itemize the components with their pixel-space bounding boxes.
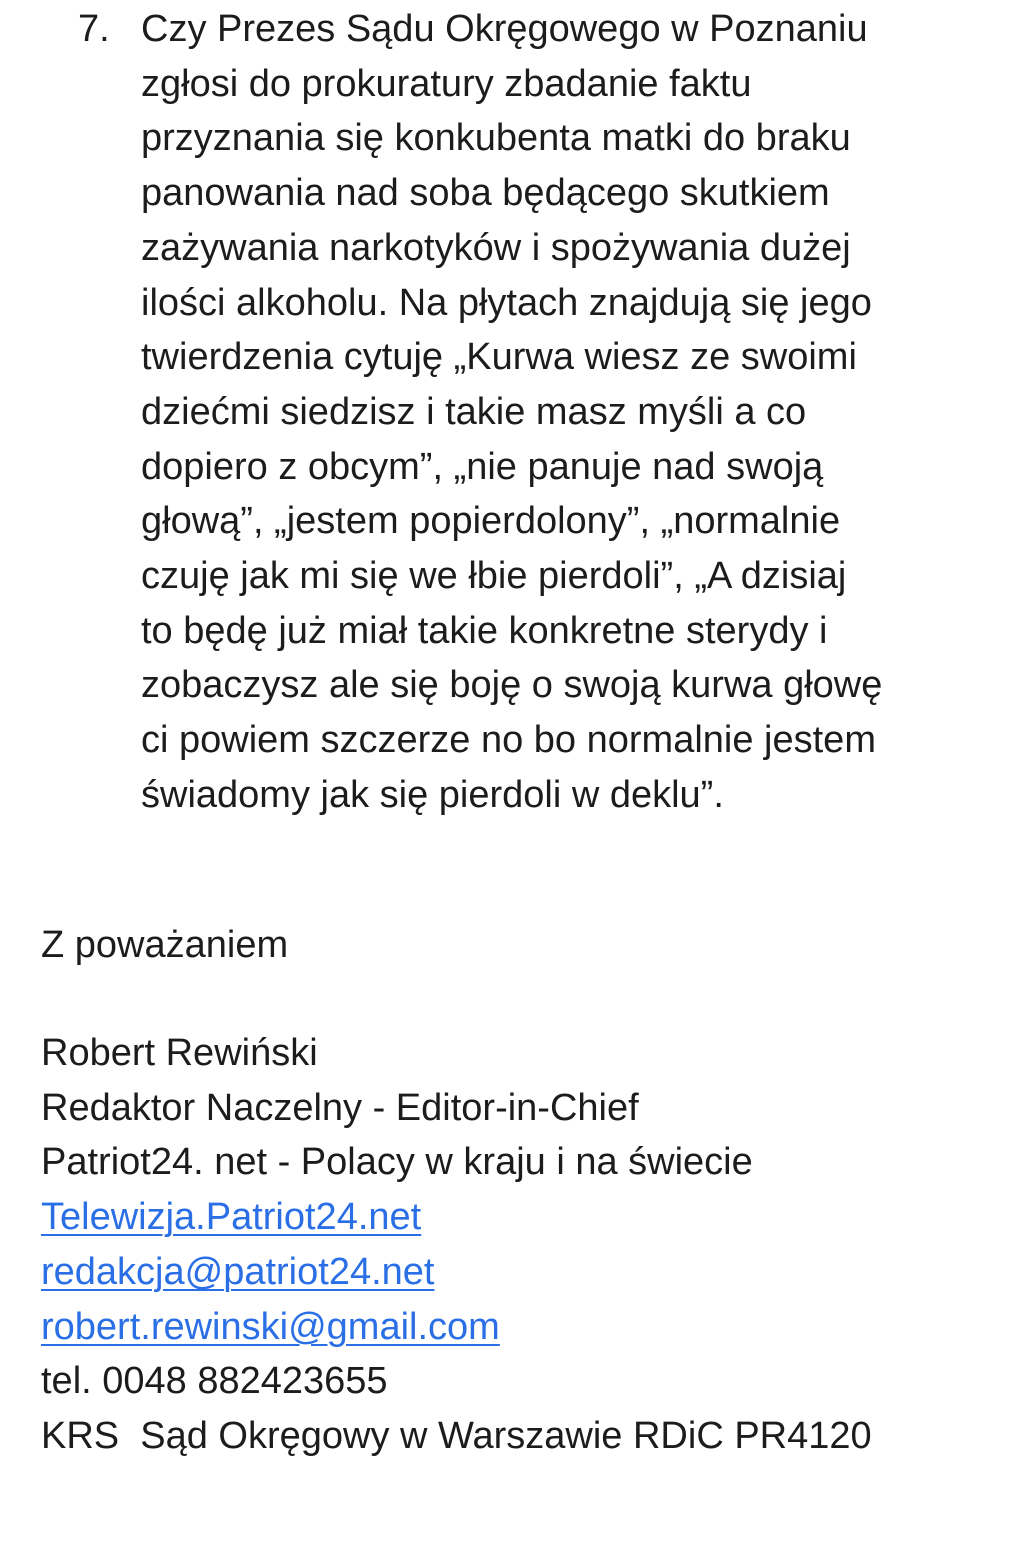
list-item-line: panowania nad soba będącego skutkiem: [141, 172, 830, 215]
signature-block: [41, 1026, 1011, 1464]
personal-email-link[interactable]: robert.rewinski@gmail.com: [41, 1305, 500, 1348]
list-item-text: [141, 2, 1011, 823]
list-item-line: dopiero z obcym”, „nie panuje nad swoją: [141, 445, 824, 488]
list-item-line: zgłosi do prokuratury zbadanie faktu: [141, 62, 752, 105]
list-item-line: głową”, „jestem popierdolony”, „normalnie: [141, 500, 841, 543]
signature-link-row: [41, 1245, 1011, 1300]
list-item-number: 7.: [78, 8, 110, 50]
list-item-line: czuję jak mi się we łbie pierdoli”, „A dzisiaj: [141, 555, 847, 598]
list-item-line: ci powiem szczerze no bo normalnie jestem: [141, 719, 876, 762]
list-item-line: zażywania narkotyków i spożywania dużej: [141, 226, 851, 269]
signature-registry: KRS Sąd Okręgowy w Warszawie RDiC PR4120: [41, 1414, 872, 1457]
signoff: Z poważaniem: [41, 924, 289, 966]
signature-link-row: [41, 1300, 1011, 1355]
list-item-line: przyznania się konkubenta matki do braku: [141, 117, 851, 160]
list-item-line: ilości alkoholu. Na płytach znajdują się jego: [141, 281, 872, 324]
signature-name: Robert Rewiński: [41, 1032, 318, 1074]
list-item-line: twierdzenia cytuję „Kurwa wiesz ze swoimi: [141, 336, 857, 379]
list-item-line: to będę już miał takie konkretne sterydy i: [141, 609, 828, 652]
list-item-line: zobaczysz ale się boję o swoją kurwa głowę: [141, 664, 883, 707]
signature-phone: tel. 0048 882423655: [41, 1360, 388, 1403]
tv-website-link[interactable]: Telewizja.Patriot24.net: [41, 1196, 422, 1239]
list-item-line: Czy Prezes Sądu Okręgowego w Poznaniu: [141, 8, 868, 50]
list-item-line: dziećmi siedzisz i takie masz myśli a co: [141, 390, 807, 433]
signature-link-row: [41, 1190, 1011, 1245]
editorial-email-link[interactable]: redakcja@patriot24.net: [41, 1250, 435, 1293]
signature-organization: Patriot24. net - Polacy w kraju i na świecie: [41, 1141, 753, 1184]
signature-title: Redaktor Naczelny - Editor-in-Chief: [41, 1086, 639, 1129]
list-item-line: świadomy jak się pierdoli w deklu”.: [141, 773, 724, 816]
